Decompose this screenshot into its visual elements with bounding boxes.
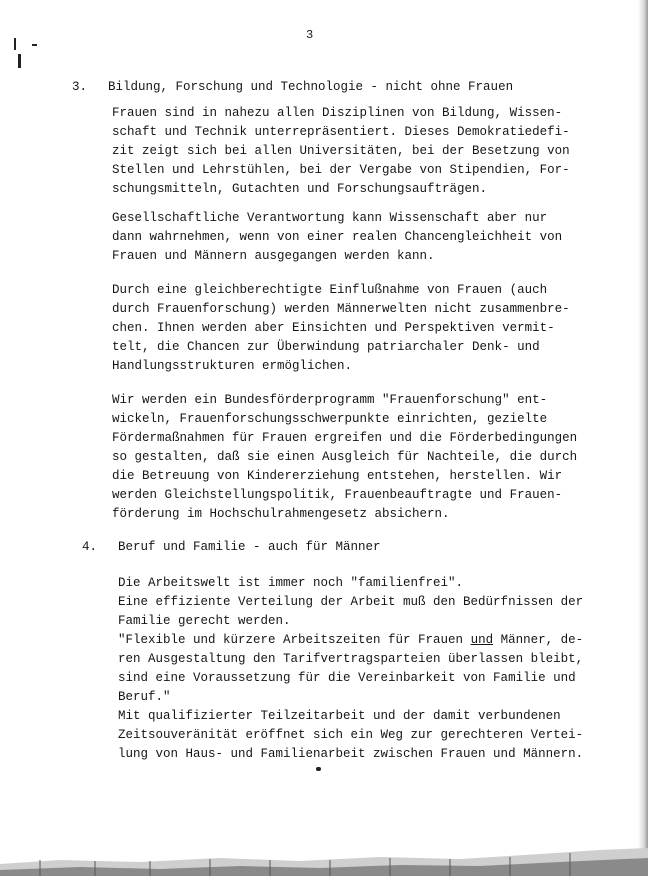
- scan-speck: [316, 767, 321, 771]
- paragraph-4: [112, 391, 582, 524]
- page-number: 3: [306, 28, 314, 42]
- text-line: durch Frauenforschung) werden Männerwelten nicht zusammenbre-: [112, 302, 570, 316]
- text-line: förderung im Hochschulrahmengesetz absichern.: [112, 507, 450, 521]
- text-line: die Betreuung von Kindererziehung entstehen, herstellen. Wir: [112, 469, 563, 483]
- text-fragment: "Flexible und kürzere Arbeitszeiten für Frauen: [118, 633, 471, 647]
- text-line: schungsmitteln, Gutachten und Forschungsaufträgen.: [112, 182, 488, 196]
- underlined-word: und: [470, 633, 494, 647]
- scan-edge-bottom: [0, 830, 648, 876]
- text-line: Die Arbeitswelt ist immer noch "familienfrei".: [118, 576, 464, 590]
- section-3-heading: [72, 80, 513, 94]
- text-line: Stellen und Lehrstühlen, bei der Vergabe von Stipendien, For-: [112, 163, 570, 177]
- text-line: Fördermaßnahmen für Frauen ergreifen und die Förderbedingungen: [112, 431, 578, 445]
- text-fragment: Männer, de-: [493, 633, 584, 647]
- text-line: telt, die Chancen zur Überwindung patriarchaler Denk- und: [112, 340, 540, 354]
- text-line: Handlungsstrukturen ermöglichen.: [112, 359, 353, 373]
- text-line: Frauen sind in nahezu allen Disziplinen von Bildung, Wissen-: [112, 106, 563, 120]
- scan-edge-right: [638, 0, 648, 876]
- text-line: Eine effiziente Verteilung der Arbeit muß den Bedürfnissen der: [118, 595, 584, 609]
- text-line: Gesellschaftliche Verantwortung kann Wissenschaft aber nur: [112, 211, 548, 225]
- paragraph-1: [112, 104, 582, 199]
- section-title: Bildung, Forschung und Technologie - nicht ohne Frauen: [108, 80, 514, 94]
- text-line: werden Gleichstellungspolitik, Frauenbeauftragte und Frauen-: [112, 488, 563, 502]
- text-line: so gestalten, daß sie einen Ausgleich für Nachteile, die durch: [112, 450, 578, 464]
- section-number: 3.: [72, 80, 88, 94]
- scan-speck: [32, 44, 37, 46]
- paragraph-3: [112, 281, 582, 376]
- text-line: Zeitsouveränität eröffnet sich ein Weg zur gerechteren Vertei-: [118, 728, 584, 742]
- text-line: Mit qualifizierter Teilzeitarbeit und der damit verbundenen: [118, 709, 561, 723]
- scan-speck: [18, 54, 21, 68]
- paragraph-2: [112, 209, 582, 266]
- scan-speck: [14, 38, 16, 50]
- text-line: chen. Ihnen werden aber Einsichten und Perspektiven vermit-: [112, 321, 555, 335]
- section-title: Beruf und Familie - auch für Männer: [118, 540, 381, 554]
- text-line: Wir werden ein Bundesförderprogramm "Frauenforschung" ent-: [112, 393, 548, 407]
- text-line: Frauen und Männern ausgegangen werden kann.: [112, 249, 435, 263]
- text-line: dann wahrnehmen, wenn von einer realen Chancengleichheit von: [112, 230, 563, 244]
- text-line: Familie gerecht werden.: [118, 614, 291, 628]
- text-line: schaft und Technik unterrepräsentiert. Dieses Demokratiedefi-: [112, 125, 570, 139]
- section-number: 4.: [82, 540, 98, 554]
- text-line: sind eine Voraussetzung für die Vereinbarkeit von Familie und: [118, 671, 576, 685]
- text-line: zit zeigt sich bei allen Universitäten, bei der Besetzung von: [112, 144, 570, 158]
- text-line: lung von Haus- und Familienarbeit zwischen Frauen und Männern.: [118, 747, 584, 761]
- section-4-heading: [82, 540, 381, 554]
- paragraph-5: [118, 574, 588, 764]
- text-line: Durch eine gleichberechtigte Einflußnahme von Frauen (auch: [112, 283, 548, 297]
- text-line: wickeln, Frauenforschungsschwerpunkte einrichten, gezielte: [112, 412, 548, 426]
- text-line: Beruf.": [118, 690, 171, 704]
- text-line: ren Ausgestaltung den Tarifvertragsparteien überlassen bleibt,: [118, 652, 584, 666]
- text-line-underlined: [118, 631, 588, 650]
